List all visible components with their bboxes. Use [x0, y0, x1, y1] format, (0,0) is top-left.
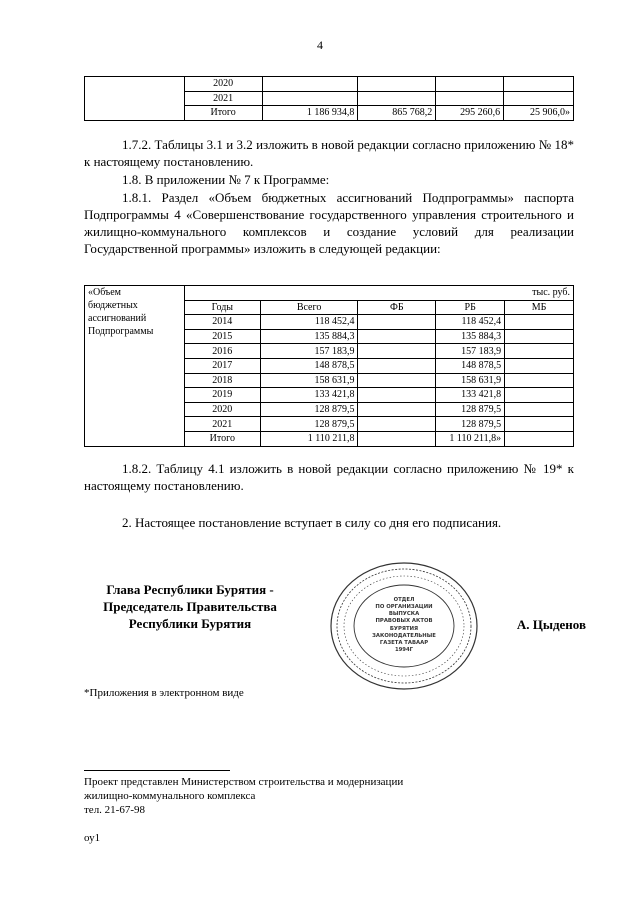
table-cell: [358, 315, 436, 330]
table-cell: [505, 402, 574, 417]
table-cell: [358, 329, 436, 344]
top-table: [84, 76, 574, 121]
column-header: Всего: [260, 300, 358, 315]
table-cell: [436, 91, 504, 106]
table-cell: 133 421,8: [260, 388, 358, 403]
table-cell: [358, 417, 436, 432]
table-cell: 2021: [184, 417, 260, 432]
table-cell: 118 452,4: [436, 315, 505, 330]
table-cell: 1 110 211,8»: [436, 431, 505, 446]
budget-label-line: ассигнований: [88, 313, 147, 324]
seal-line: ВЫПУСКА: [388, 611, 420, 617]
table-cell: 133 421,8: [436, 388, 505, 403]
table-cell: 157 183,9: [260, 344, 358, 359]
table-cell: 135 884,3: [260, 329, 358, 344]
signatory-name: А. Цыденов: [516, 617, 586, 632]
seal-line: ГАЗЕТА ТАВААР: [379, 640, 429, 646]
table-cell: [358, 91, 436, 106]
table-cell: 158 631,9: [436, 373, 505, 388]
table-cell: 2015: [184, 329, 260, 344]
column-header: ФБ: [358, 300, 436, 315]
table-cell: [436, 77, 504, 92]
label-cell: [85, 77, 185, 121]
seal-line: ЗАКОНОДАТЕЛЬНЫЕ: [372, 633, 436, 639]
official-seal: [328, 560, 480, 692]
seal-line: ПРАВОВЫХ АКТОВ: [375, 618, 433, 624]
table-cell: [262, 77, 358, 92]
table-cell: [358, 388, 436, 403]
budget-label-line: «Объем: [88, 287, 121, 298]
signatory-title-line: Глава Республики Бурятия -: [106, 582, 274, 597]
table-cell: [505, 315, 574, 330]
table-cell: 118 452,4: [260, 315, 358, 330]
table-cell: 2017: [184, 358, 260, 373]
seal-line: ПО ОРГАНИЗАЦИИ: [375, 604, 433, 610]
appendix-note: *Приложения в электронном виде: [84, 687, 244, 699]
table-cell: 157 183,9: [436, 344, 505, 359]
signatory-title: [88, 581, 292, 632]
table-cell: 148 878,5: [260, 358, 358, 373]
table-cell: 865 768,2: [358, 106, 436, 121]
footer: [84, 775, 584, 845]
table-cell: 158 631,9: [260, 373, 358, 388]
table-cell: [262, 91, 358, 106]
table-cell: 128 879,5: [260, 402, 358, 417]
budget-label-cell: [85, 286, 185, 447]
table-cell: [505, 417, 574, 432]
table-cell: 148 878,5: [436, 358, 505, 373]
table-cell: 128 879,5: [436, 417, 505, 432]
paragraph-1-8: 1.8. В приложении № 7 к Программе:: [122, 172, 330, 187]
table-cell: 128 879,5: [260, 417, 358, 432]
table-cell: 1 110 211,8: [260, 431, 358, 446]
paragraph-1-8-2: 1.8.2. Таблицу 4.1 изложить в новой редакции согласно приложению № 19* к настоящему постановлению.: [84, 461, 574, 493]
table-cell: [505, 329, 574, 344]
table-cell: [504, 91, 574, 106]
unit-label: тыс. руб.: [184, 286, 573, 301]
table-cell: [358, 344, 436, 359]
table-row: [85, 286, 574, 301]
seal-line: 1994Г: [394, 647, 414, 653]
seal-line: БУРЯТИЯ: [389, 626, 419, 632]
paragraph-1-7-2: 1.7.2. Таблицы 3.1 и 3.2 изложить в новой редакции согласно приложению № 18* к настоящему постановлению.: [84, 137, 574, 169]
footer-line: Проект представлен Министерством строительства и модернизации: [84, 776, 404, 788]
table-cell: [505, 388, 574, 403]
table-cell: Итого: [184, 106, 262, 121]
table-cell: [358, 431, 436, 446]
footer-rule: [84, 770, 230, 771]
table-cell: [505, 344, 574, 359]
table-cell: Итого: [184, 431, 260, 446]
table-cell: 135 884,3: [436, 329, 505, 344]
table-cell: [358, 373, 436, 388]
budget-label-line: Подпрограммы: [88, 326, 154, 337]
budget-table: [84, 285, 574, 447]
footer-code: оу1: [84, 832, 101, 844]
table-cell: [505, 431, 574, 446]
table-cell: [358, 358, 436, 373]
table-cell: 2019: [184, 388, 260, 403]
column-header: РБ: [436, 300, 505, 315]
table-cell: [505, 358, 574, 373]
column-header: Годы: [184, 300, 260, 315]
paragraph-1-8-1: 1.8.1. Раздел «Объем бюджетных ассигнований Подпрограммы» паспорта Подпрограммы 4 «Совершенствование государственного управления строительного и жилищно-коммунального комплексов и создание условий для реализации Государственной программы» изложить в следующей редакции:: [84, 190, 574, 256]
footer-line: жилищно-коммунального комплекса: [84, 790, 256, 802]
table-cell: 1 186 934,8: [262, 106, 358, 121]
signatory-title-line: Председатель Правительства: [103, 599, 277, 614]
table-cell: [504, 77, 574, 92]
table-cell: 2020: [184, 77, 262, 92]
table-row: [85, 77, 574, 92]
page-number: 4: [317, 38, 323, 52]
table-cell: 2021: [184, 91, 262, 106]
column-header: МБ: [505, 300, 574, 315]
table-cell: 2018: [184, 373, 260, 388]
footer-phone: тел. 21-67-98: [84, 804, 146, 816]
table-cell: 25 906,0»: [504, 106, 574, 121]
signatory-title-line: Республики Бурятия: [128, 616, 252, 631]
seal-line: ОТДЕЛ: [393, 597, 415, 603]
table-cell: 2020: [184, 402, 260, 417]
table-cell: [505, 373, 574, 388]
table-cell: [358, 402, 436, 417]
table-cell: [358, 77, 436, 92]
table-cell: 128 879,5: [436, 402, 505, 417]
budget-label-line: бюджетных: [88, 300, 138, 311]
table-cell: 295 260,6: [436, 106, 504, 121]
paragraph-2: 2. Настоящее постановление вступает в силу со дня его подписания.: [122, 515, 502, 530]
table-cell: 2016: [184, 344, 260, 359]
table-cell: 2014: [184, 315, 260, 330]
